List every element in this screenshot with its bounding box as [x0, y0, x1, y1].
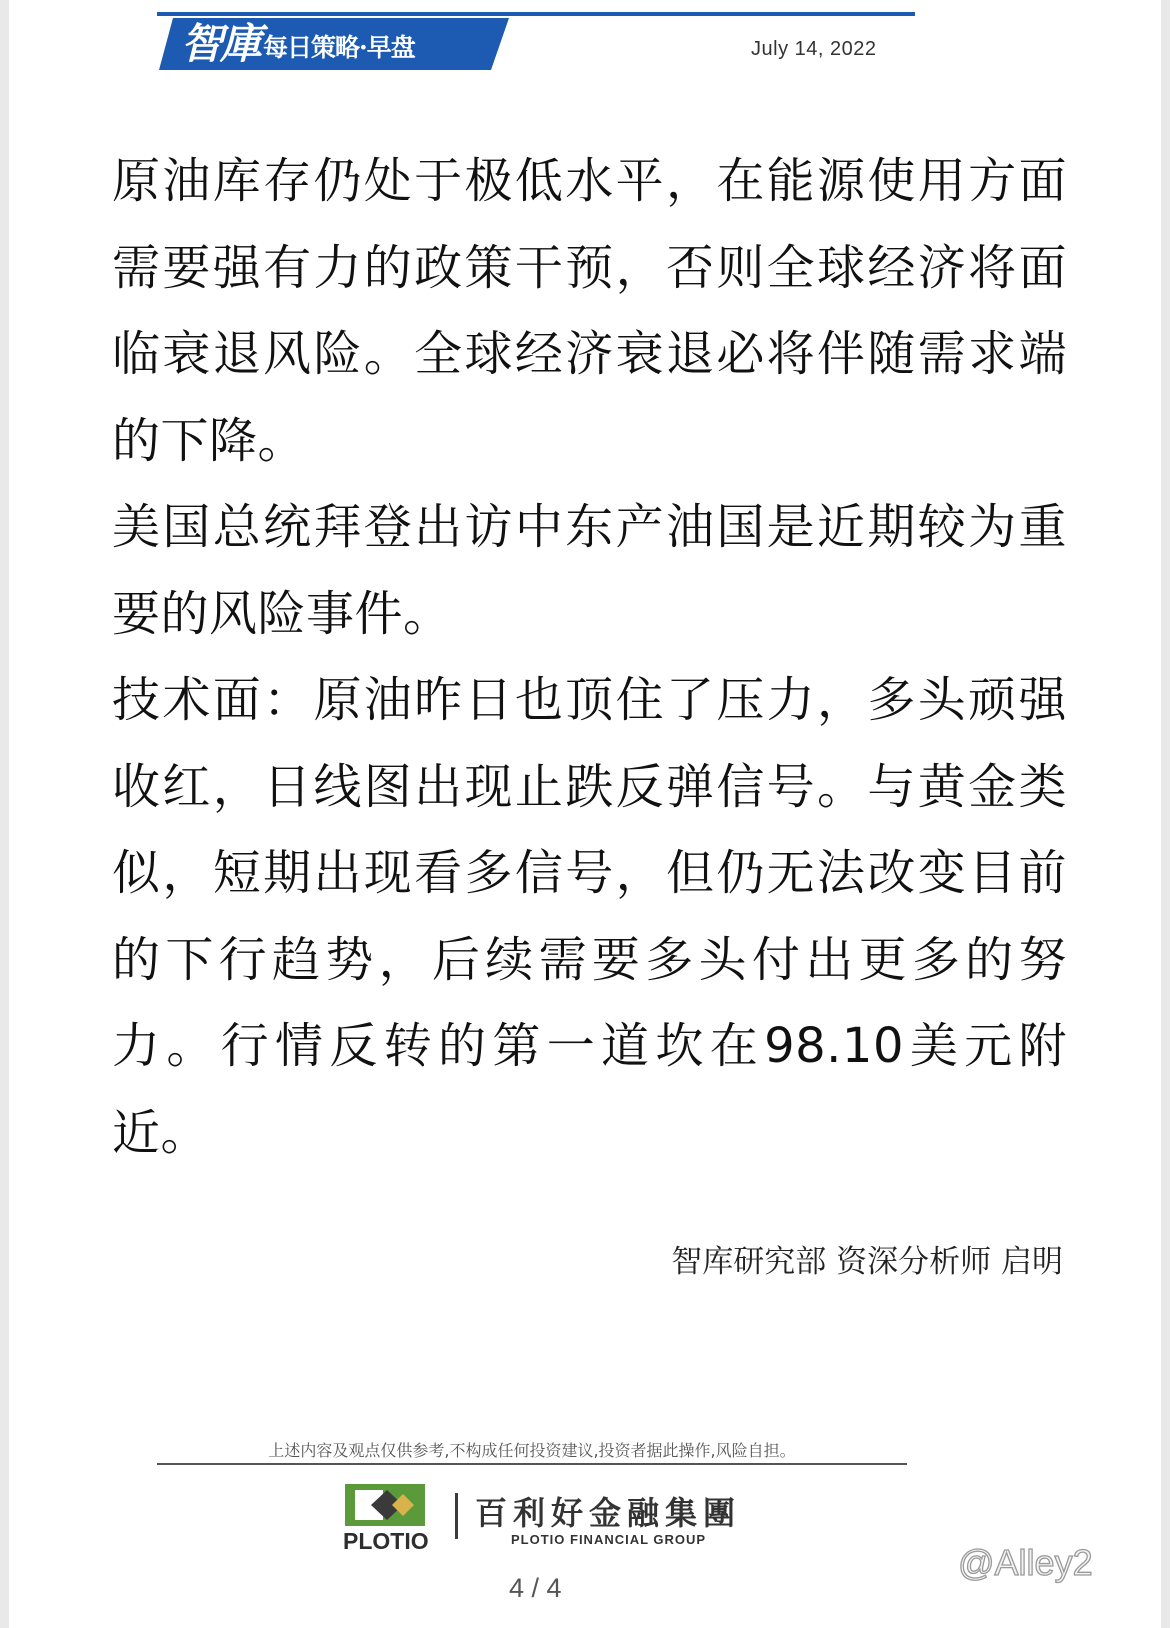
author-signature: 智库研究部 资深分析师 启明 — [671, 1244, 1063, 1280]
page-indicator: 4 / 4 — [509, 1573, 562, 1603]
company-name-en: PLOTIO FINANCIAL GROUP — [511, 1532, 707, 1547]
plotio-wordmark: PLOTIO — [343, 1528, 429, 1554]
brand-main-text: 智庫 — [181, 19, 260, 68]
document-page — [9, 0, 1161, 1628]
watermark: @Alley2 — [958, 1542, 1093, 1583]
paragraph: 美国总统拜登出访中东产油国是近期较为重要的风险事件。 — [112, 499, 1067, 642]
logo-divider — [455, 1493, 458, 1539]
disclaimer-text: 上述内容及观点仅供参考,不构成任何投资建议,投资者据此操作,风险自担。 — [157, 1438, 907, 1465]
header-banner — [159, 18, 509, 70]
brand-sub-text: 每日策略·早盘 — [263, 33, 415, 62]
report-date: July 14, 2022 — [751, 38, 877, 60]
company-name-cn: 百利好金融集團 — [475, 1494, 742, 1532]
article-body — [112, 138, 1067, 1176]
paragraph: 原油库存仍处于极低水平，在能源使用方面需要强有力的政策干预，否则全球经济将面临衰退风险。全球经济衰退必将伴随需求端的下降。 — [112, 153, 1067, 469]
paragraph: 技术面：原油昨日也顶住了压力，多头顽强收红，日线图出现止跌反弹信号。与黄金类似，短期出现看多信号，但仍无法改变目前的下行趋势，后续需要多头付出更多的努力。行情反转的第一道坎在98.10美元附近。 — [112, 672, 1067, 1161]
header-rule — [157, 12, 915, 16]
plotio-logo-icon — [345, 1484, 425, 1526]
brand-logo — [181, 20, 415, 68]
